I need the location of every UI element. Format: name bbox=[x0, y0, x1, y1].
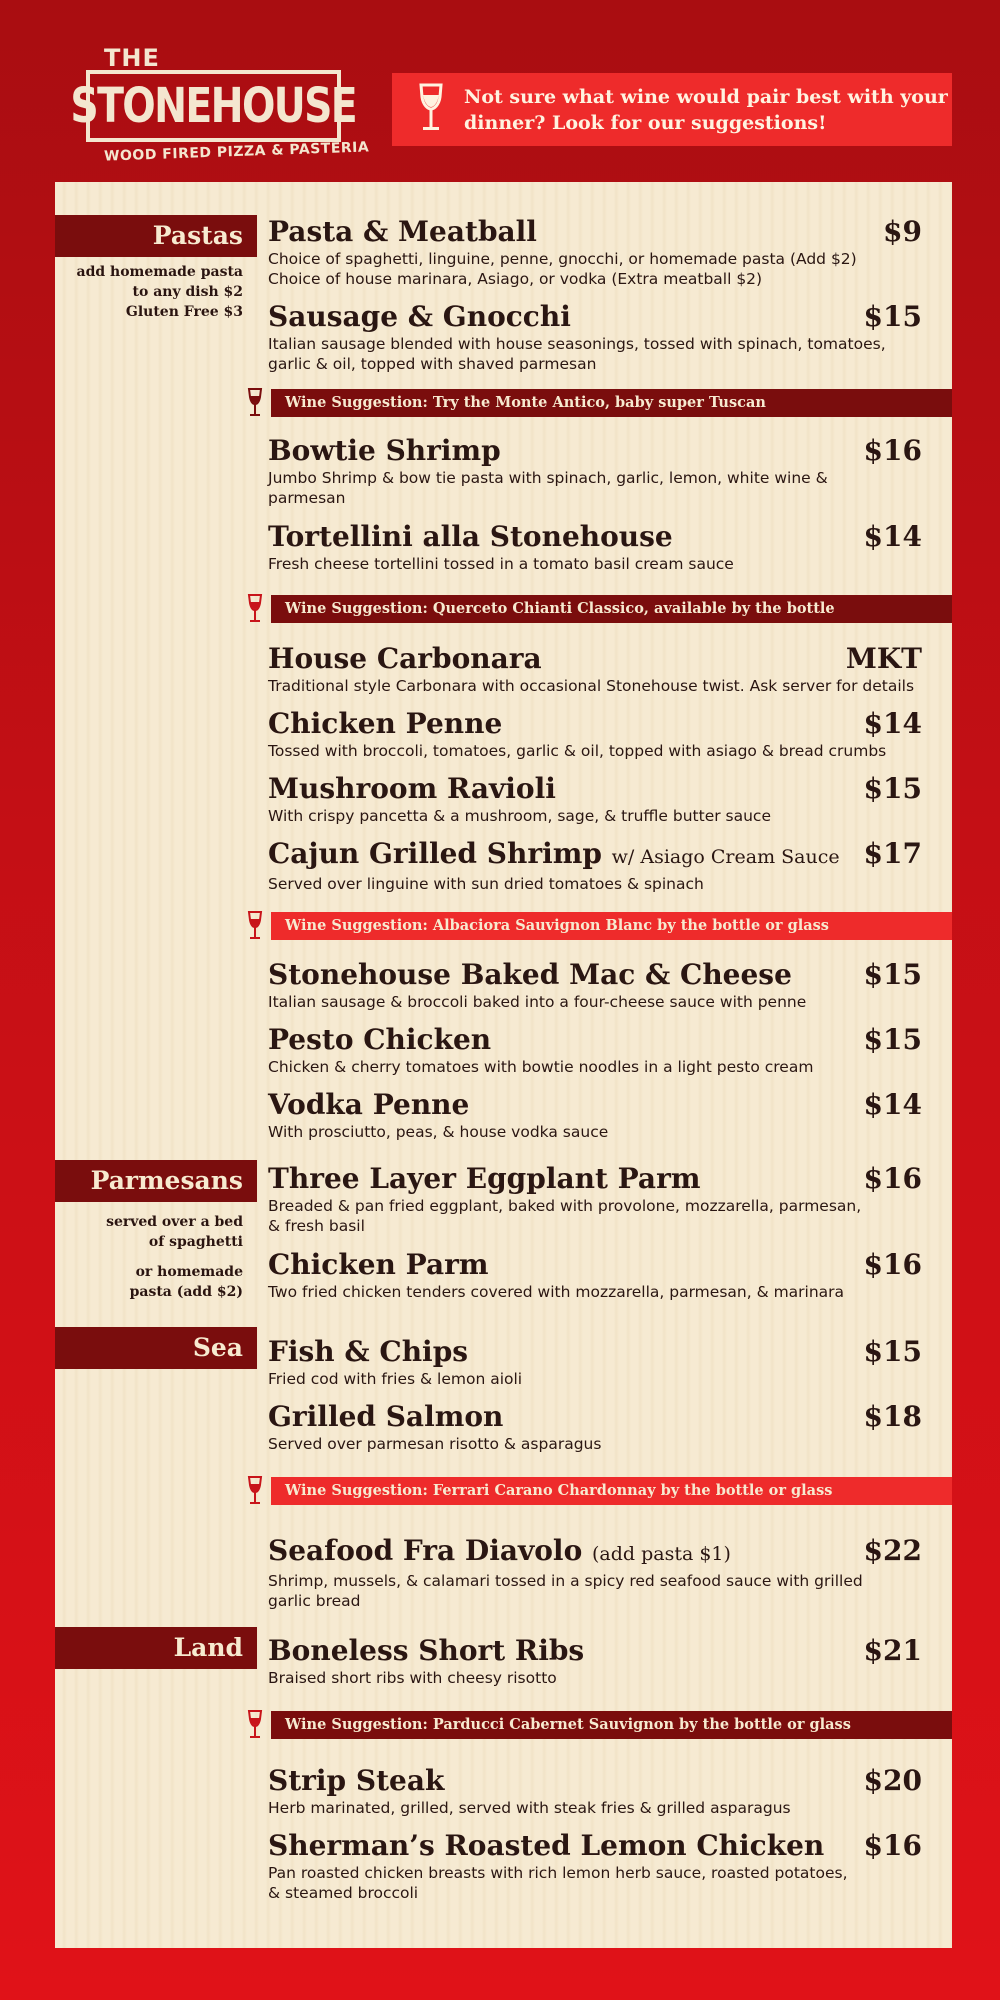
item-description bbox=[268, 874, 922, 894]
item-description bbox=[268, 1122, 922, 1142]
item-name-suffix: w/ Asiago Cream Sauce bbox=[611, 846, 840, 868]
item-price: $16 bbox=[863, 1248, 922, 1281]
wine-glass-icon bbox=[245, 388, 265, 418]
wine-suggestion-text: Wine Suggestion: Querceto Chianti Classico, available by the bottle bbox=[271, 595, 952, 623]
item-price: $14 bbox=[863, 707, 922, 740]
desc-line: garlic & oil, topped with shaved parmesan bbox=[268, 355, 597, 373]
item-price: $15 bbox=[863, 1023, 922, 1056]
item-name: Sausage & Gnocchi bbox=[268, 300, 571, 333]
item-price: $14 bbox=[863, 520, 922, 553]
desc-line: Shrimp, mussels, & calamari tossed in a spicy red seafood sauce with grilled bbox=[268, 1572, 863, 1590]
note-line: to any dish $2 bbox=[132, 284, 243, 300]
category-land: Land bbox=[55, 1627, 257, 1669]
item-description bbox=[268, 1369, 922, 1389]
item-description bbox=[268, 741, 922, 761]
item-description bbox=[268, 1863, 922, 1903]
item-name bbox=[268, 837, 922, 874]
item-description bbox=[268, 1798, 922, 1818]
desc-line: Italian sausage blended with house seasonings, tossed with spinach, tomatoes, bbox=[268, 335, 886, 353]
item-name: Fish & Chips bbox=[268, 1335, 469, 1368]
logo-brand: STONEHOUSE bbox=[70, 78, 357, 134]
item-price: $16 bbox=[863, 1162, 922, 1195]
item-name: Tortellini alla Stonehouse bbox=[268, 520, 673, 553]
wine-pairing-banner bbox=[392, 73, 952, 146]
parmesans-note bbox=[55, 1212, 243, 1302]
menu-item bbox=[268, 300, 922, 374]
wine-suggestion bbox=[245, 1474, 952, 1508]
desc-line: Choice of spaghetti, linguine, penne, gnocchi, or homemade pasta (Add $2) bbox=[268, 250, 857, 268]
desc-line: Fried cod with fries & lemon aioli bbox=[268, 1370, 523, 1388]
logo-the: THE bbox=[104, 44, 160, 72]
item-name: Sherman’s Roasted Lemon Chicken bbox=[268, 1829, 825, 1862]
item-price: $16 bbox=[863, 434, 922, 467]
menu-item bbox=[268, 1534, 922, 1611]
menu-item bbox=[268, 642, 922, 696]
wine-suggestion-text: Wine Suggestion: Ferrari Carano Chardonnay by the bottle or glass bbox=[271, 1477, 952, 1505]
menu-item bbox=[268, 1335, 922, 1389]
note-line: served over a bed bbox=[106, 1214, 243, 1230]
item-description bbox=[268, 1196, 922, 1236]
item-description bbox=[268, 554, 922, 574]
promo-line-1: Not sure what wine would pair best with your bbox=[464, 85, 948, 108]
desc-line: Chicken & cherry tomatoes with bowtie noodles in a light pesto cream bbox=[268, 1058, 814, 1076]
item-name-text: Seafood Fra Diavolo bbox=[268, 1534, 583, 1567]
item-name: Chicken Penne bbox=[268, 707, 503, 740]
item-price: $9 bbox=[883, 215, 922, 248]
item-price: $15 bbox=[863, 300, 922, 333]
item-price: $15 bbox=[863, 772, 922, 805]
category-pastas: Pastas bbox=[55, 215, 257, 257]
stonehouse-logo bbox=[70, 40, 370, 170]
wine-suggestion bbox=[245, 1708, 952, 1742]
menu-item bbox=[268, 1248, 922, 1302]
wine-glass-icon bbox=[245, 1476, 265, 1506]
wine-glass-icon bbox=[245, 1710, 265, 1740]
desc-line: & steamed broccoli bbox=[268, 1884, 419, 1902]
menu-item bbox=[268, 1023, 922, 1077]
desc-line: Pan roasted chicken breasts with rich lemon herb sauce, roasted potatoes, bbox=[268, 1864, 848, 1882]
desc-line: With crispy pancetta & a mushroom, sage, & truffle butter sauce bbox=[268, 807, 771, 825]
item-price: $18 bbox=[863, 1400, 922, 1433]
desc-line: garlic bread bbox=[268, 1592, 361, 1610]
category-parmesans: Parmesans bbox=[55, 1160, 257, 1202]
wine-suggestion bbox=[245, 386, 952, 420]
wine-suggestion-text: Wine Suggestion: Parducci Cabernet Sauvignon by the bottle or glass bbox=[271, 1711, 952, 1739]
wine-glass-icon bbox=[245, 911, 265, 941]
menu-item bbox=[268, 520, 922, 574]
menu-item bbox=[268, 1764, 922, 1818]
promo-text bbox=[464, 84, 948, 136]
menu-item bbox=[268, 1162, 922, 1236]
item-price: $14 bbox=[863, 1088, 922, 1121]
item-name: Vodka Penne bbox=[268, 1088, 470, 1121]
item-name: Three Layer Eggplant Parm bbox=[268, 1162, 701, 1195]
item-description bbox=[268, 806, 922, 826]
item-description bbox=[268, 992, 922, 1012]
note-line: Gluten Free $3 bbox=[125, 304, 243, 320]
item-price: MKT bbox=[845, 642, 922, 675]
desc-line: Choice of house marinara, Asiago, or vodka (Extra meatball $2) bbox=[268, 270, 763, 288]
wine-glass-icon bbox=[245, 594, 265, 624]
item-price: $17 bbox=[863, 837, 922, 870]
item-price: $15 bbox=[863, 1335, 922, 1368]
menu-item bbox=[268, 215, 922, 289]
desc-line: Breaded & pan fried eggplant, baked with provolone, mozzarella, parmesan, bbox=[268, 1197, 862, 1215]
menu-item bbox=[268, 434, 922, 508]
menu-item bbox=[268, 772, 922, 826]
item-name: Mushroom Ravioli bbox=[268, 772, 556, 805]
item-price: $16 bbox=[863, 1829, 922, 1862]
item-name-text: Cajun Grilled Shrimp bbox=[268, 837, 602, 870]
promo-line-2: dinner? Look for our suggestions! bbox=[464, 111, 827, 134]
menu-item bbox=[268, 1829, 922, 1903]
wine-suggestion-text: Wine Suggestion: Try the Monte Antico, baby super Tuscan bbox=[271, 389, 952, 417]
desc-line: parmesan bbox=[268, 489, 346, 507]
pastas-note bbox=[55, 262, 243, 322]
item-name-suffix: (add pasta $1) bbox=[592, 1543, 731, 1565]
item-description bbox=[268, 1057, 922, 1077]
note-line: pasta (add $2) bbox=[129, 1284, 243, 1300]
desc-line: Braised short ribs with cheesy risotto bbox=[268, 1669, 557, 1687]
desc-line: Two fried chicken tenders covered with mozzarella, parmesan, & marinara bbox=[268, 1283, 845, 1301]
item-price: $15 bbox=[863, 958, 922, 991]
wine-suggestion bbox=[245, 592, 952, 626]
item-name: Chicken Parm bbox=[268, 1248, 489, 1281]
wine-glass-icon bbox=[418, 83, 444, 137]
desc-line: Jumbo Shrimp & bow tie pasta with spinach, garlic, lemon, white wine & bbox=[268, 469, 828, 487]
desc-line: Tossed with broccoli, tomatoes, garlic & oil, topped with asiago & bread crumbs bbox=[268, 742, 887, 760]
desc-line: Italian sausage & broccoli baked into a four-cheese sauce with penne bbox=[268, 993, 807, 1011]
item-description bbox=[268, 1282, 922, 1302]
item-name: Grilled Salmon bbox=[268, 1400, 504, 1433]
desc-line: Fresh cheese tortellini tossed in a tomato basil cream sauce bbox=[268, 555, 734, 573]
item-description bbox=[268, 676, 922, 696]
menu-item bbox=[268, 958, 922, 1012]
logo-frame bbox=[70, 70, 357, 142]
wine-suggestion bbox=[245, 909, 952, 943]
item-name: Pasta & Meatball bbox=[268, 215, 537, 248]
item-name: Pesto Chicken bbox=[268, 1023, 492, 1056]
desc-line: & fresh basil bbox=[268, 1217, 365, 1235]
desc-line: Herb marinated, grilled, served with steak fries & grilled asparagus bbox=[268, 1799, 791, 1817]
item-name: House Carbonara bbox=[268, 642, 542, 675]
menu-item bbox=[268, 1634, 922, 1688]
desc-line: With prosciutto, peas, & house vodka sauce bbox=[268, 1123, 609, 1141]
note-line: add homemade pasta bbox=[76, 264, 243, 280]
item-name bbox=[268, 1534, 922, 1571]
item-name: Boneless Short Ribs bbox=[268, 1634, 585, 1667]
logo-tagline: WOOD FIRED PIZZA & PASTERIA bbox=[103, 139, 370, 165]
menu-item bbox=[268, 1088, 922, 1142]
item-description bbox=[268, 249, 922, 289]
wine-suggestion-text: Wine Suggestion: Albaciora Sauvignon Blanc by the bottle or glass bbox=[271, 912, 952, 940]
item-name: Bowtie Shrimp bbox=[268, 434, 501, 467]
category-sea: Sea bbox=[55, 1327, 257, 1369]
desc-line: Served over parmesan risotto & asparagus bbox=[268, 1435, 602, 1453]
item-name: Strip Steak bbox=[268, 1764, 445, 1797]
menu-board bbox=[55, 182, 952, 1948]
item-price: $22 bbox=[863, 1534, 922, 1567]
item-description bbox=[268, 1668, 922, 1688]
item-price: $20 bbox=[863, 1764, 922, 1797]
note-line: or homemade bbox=[135, 1264, 243, 1280]
item-description bbox=[268, 1434, 922, 1454]
item-name: Stonehouse Baked Mac & Cheese bbox=[268, 958, 792, 991]
note-line: of spaghetti bbox=[148, 1234, 243, 1250]
desc-line: Traditional style Carbonara with occasional Stonehouse twist. Ask server for details bbox=[268, 677, 915, 695]
menu-item bbox=[268, 707, 922, 761]
item-description bbox=[268, 334, 922, 374]
item-description bbox=[268, 468, 922, 508]
item-price: $21 bbox=[863, 1634, 922, 1667]
item-description bbox=[268, 1571, 922, 1611]
menu-item bbox=[268, 1400, 922, 1454]
desc-line: Served over linguine with sun dried tomatoes & spinach bbox=[268, 875, 704, 893]
menu-item bbox=[268, 837, 922, 894]
